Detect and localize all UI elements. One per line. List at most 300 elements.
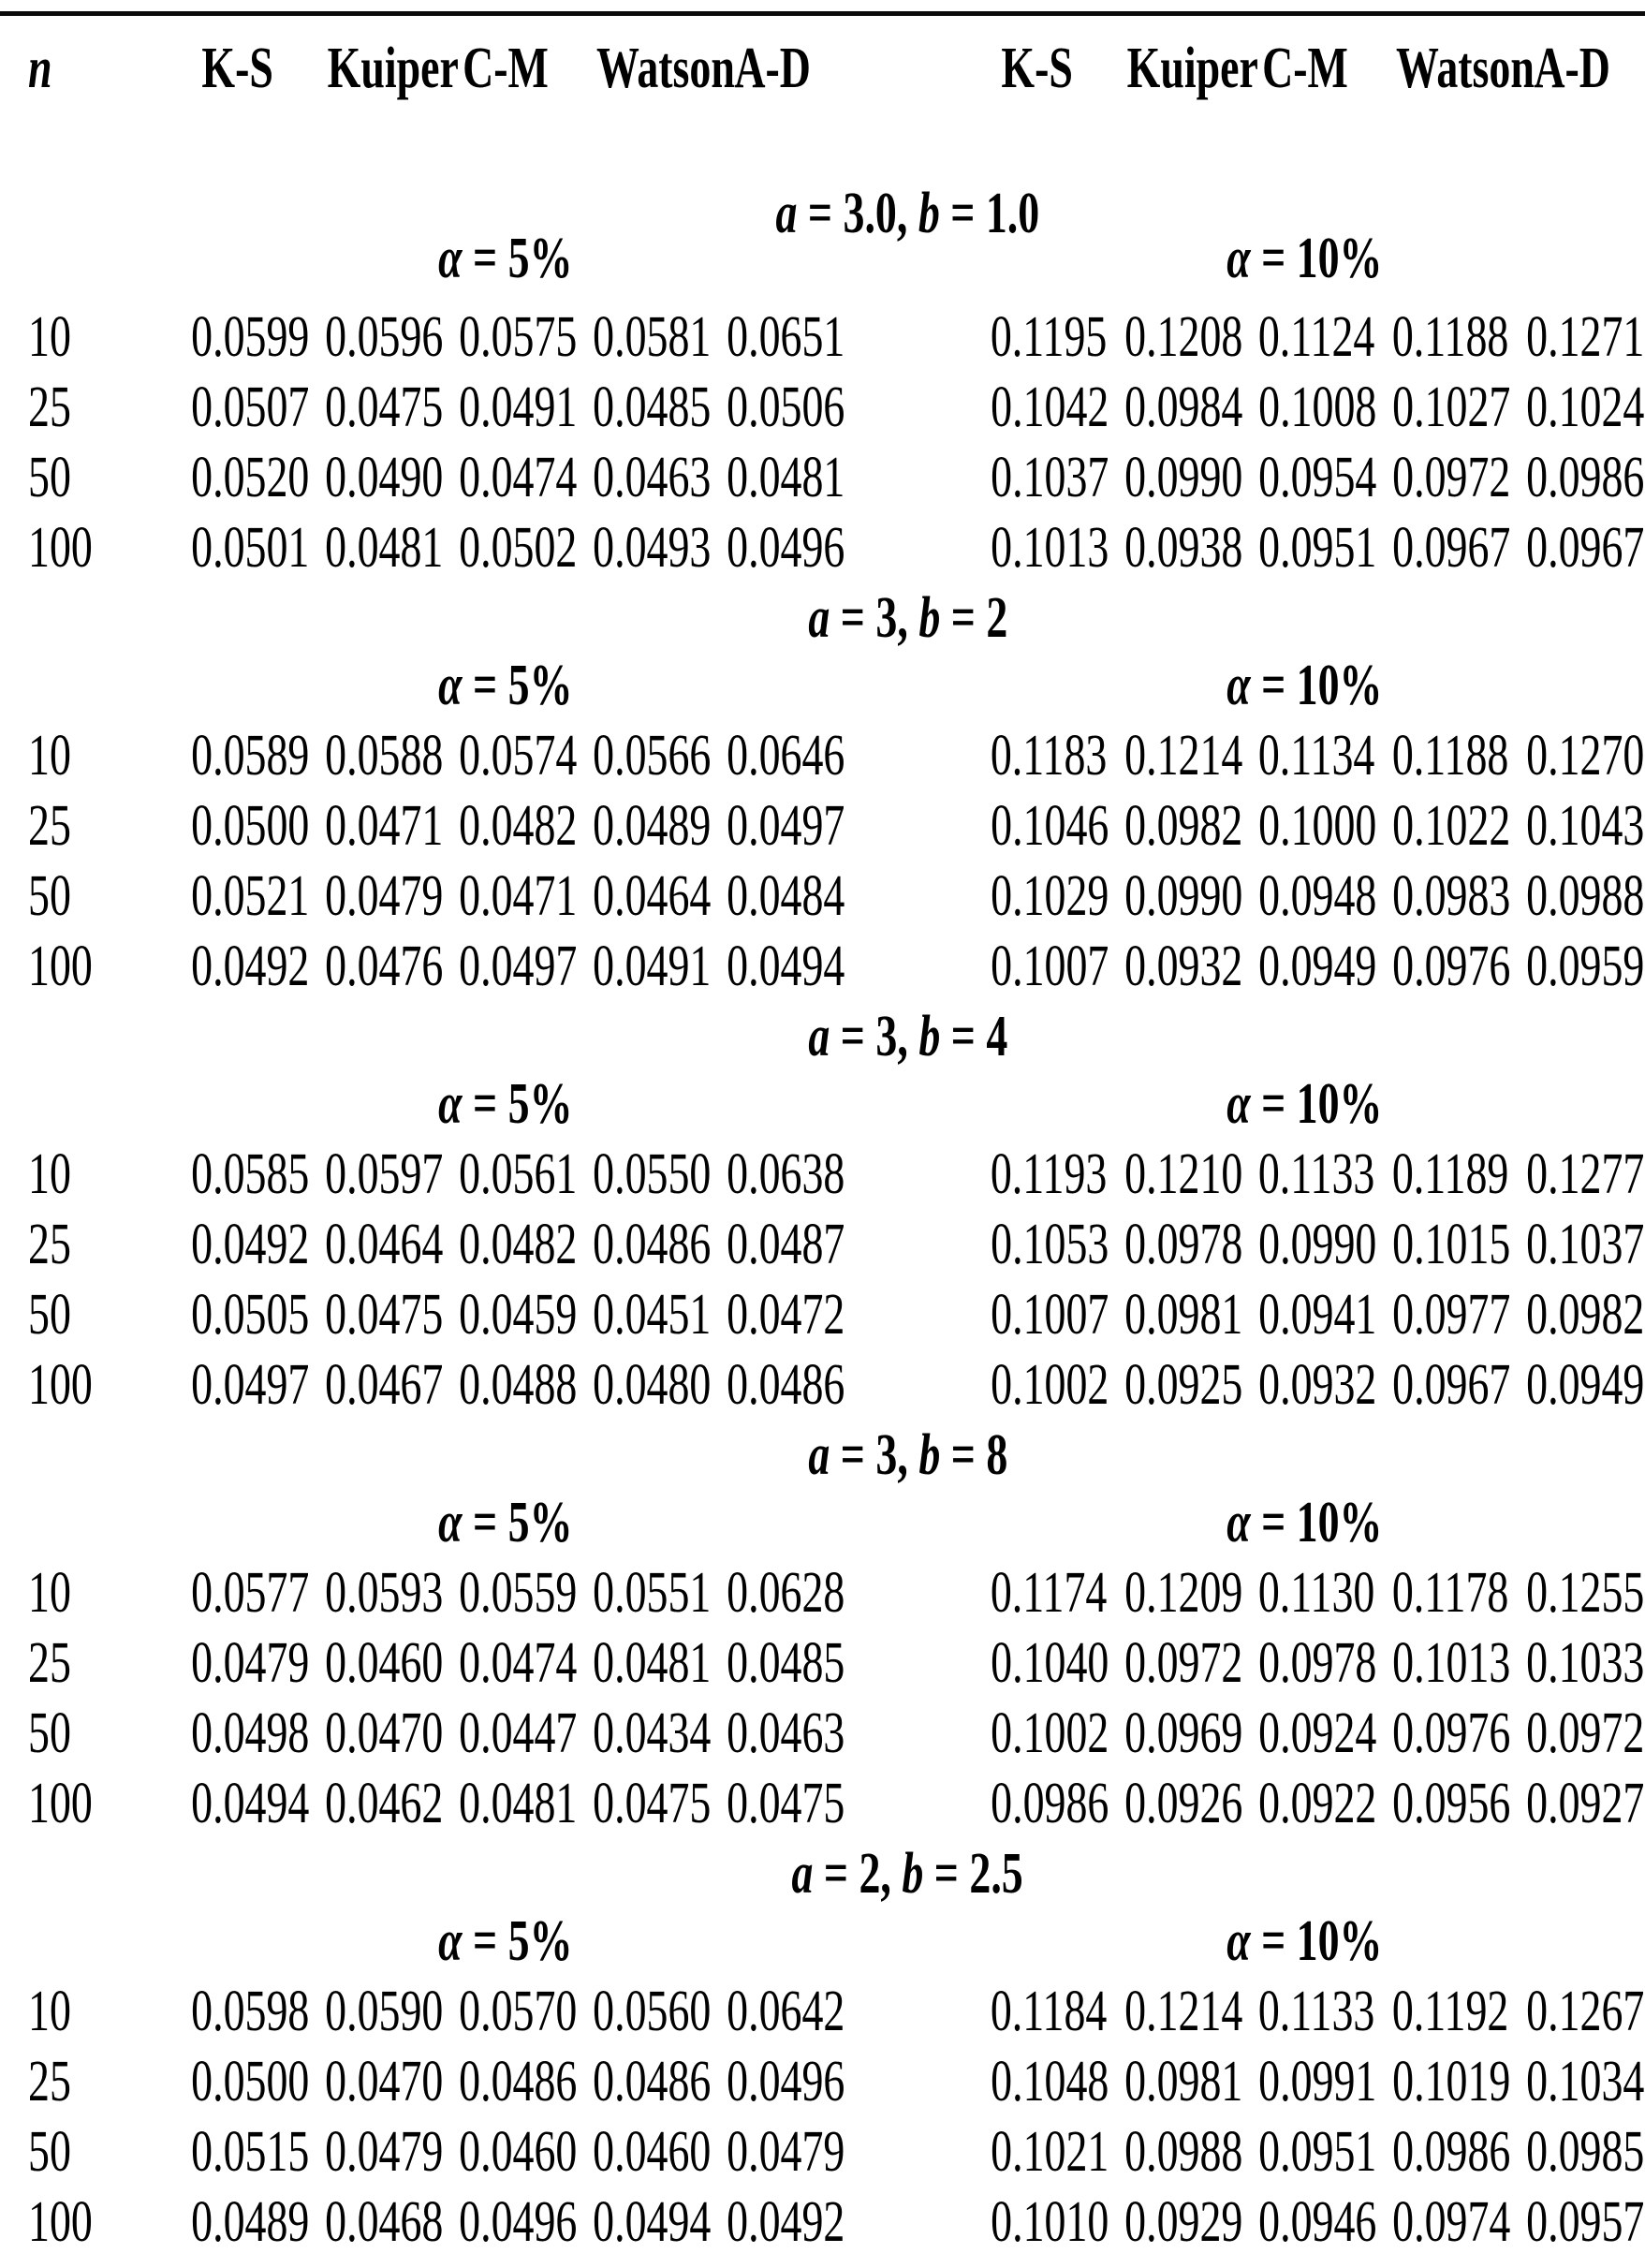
param-a-symbol: a bbox=[791, 1842, 814, 1906]
column-header-ad-right: A-D bbox=[1534, 37, 1611, 100]
alpha-symbol: α bbox=[1226, 1072, 1251, 1136]
param-b-value: = 2.5 bbox=[923, 1842, 1024, 1906]
alpha10-cm-value: 0.0951 bbox=[1258, 516, 1377, 580]
column-header-cm-left: C-M bbox=[462, 37, 549, 100]
table-top-rule bbox=[0, 11, 1645, 16]
section-rows bbox=[0, 1140, 1645, 1421]
alpha5-ks-value: 0.0577 bbox=[191, 1561, 310, 1625]
alpha5-kuiper-value: 0.0464 bbox=[325, 1213, 444, 1276]
alpha5-watson-value: 0.0486 bbox=[593, 1213, 712, 1276]
alpha5-cm-value: 0.0561 bbox=[459, 1142, 578, 1206]
alpha5-cm-value: 0.0491 bbox=[459, 376, 578, 439]
alpha-10-value: = 10% bbox=[1250, 1072, 1383, 1136]
column-header-watson-left: Watson bbox=[595, 37, 735, 100]
alpha5-kuiper-value: 0.0596 bbox=[325, 305, 444, 369]
alpha10-ad-value: 0.0927 bbox=[1526, 1772, 1645, 1835]
alpha10-kuiper-value: 0.0982 bbox=[1124, 794, 1243, 858]
alpha5-cm-value: 0.0502 bbox=[459, 516, 578, 580]
alpha5-ks-value: 0.0501 bbox=[191, 516, 310, 580]
alpha5-ad-value: 0.0472 bbox=[727, 1283, 845, 1347]
data-row bbox=[0, 1558, 1645, 1628]
alpha5-kuiper-value: 0.0470 bbox=[325, 2050, 444, 2113]
alpha10-ks-value: 0.1053 bbox=[991, 1213, 1109, 1276]
sections-container bbox=[0, 182, 1645, 2258]
section-title bbox=[170, 1005, 1645, 1068]
alpha10-kuiper-value: 0.0925 bbox=[1124, 1353, 1243, 1417]
column-header-ks-left: K-S bbox=[201, 37, 273, 100]
param-a-value: = 3, bbox=[829, 1005, 918, 1068]
param-a-symbol: a bbox=[775, 182, 798, 245]
alpha10-ad-value: 0.1271 bbox=[1526, 305, 1645, 369]
data-row bbox=[0, 791, 1645, 862]
alpha10-watson-value: 0.0976 bbox=[1392, 935, 1511, 998]
alpha5-kuiper-value: 0.0479 bbox=[325, 2120, 444, 2184]
alpha-5-label bbox=[437, 1491, 573, 1554]
alpha10-cm-value: 0.0954 bbox=[1258, 446, 1377, 509]
alpha5-ad-value: 0.0484 bbox=[727, 864, 845, 928]
alpha5-cm-value: 0.0474 bbox=[459, 1631, 578, 1695]
alpha10-ad-value: 0.1024 bbox=[1526, 376, 1645, 439]
alpha5-cm-value: 0.0559 bbox=[459, 1561, 578, 1625]
alpha-10-label bbox=[1226, 1072, 1383, 1136]
sample-size-value: 10 bbox=[28, 1561, 71, 1625]
alpha5-ad-value: 0.0642 bbox=[727, 1980, 845, 2043]
alpha10-ks-value: 0.1029 bbox=[991, 864, 1109, 928]
alpha10-watson-value: 0.1188 bbox=[1391, 305, 1509, 369]
alpha10-kuiper-value: 0.1214 bbox=[1124, 1980, 1243, 2043]
alpha5-cm-value: 0.0481 bbox=[459, 1772, 578, 1835]
alpha10-cm-value: 0.0949 bbox=[1258, 935, 1377, 998]
alpha5-cm-value: 0.0488 bbox=[459, 1353, 578, 1417]
data-row bbox=[0, 1140, 1645, 1210]
sample-size-value: 25 bbox=[28, 1213, 71, 1276]
alpha10-ad-value: 0.0957 bbox=[1526, 2190, 1645, 2254]
alpha10-kuiper-value: 0.0984 bbox=[1124, 376, 1243, 439]
alpha-5-value: = 5% bbox=[462, 1491, 573, 1554]
alpha5-cm-value: 0.0447 bbox=[459, 1701, 578, 1765]
alpha10-cm-value: 0.0951 bbox=[1258, 2120, 1377, 2184]
sample-size-value: 10 bbox=[28, 1142, 71, 1206]
alpha-symbol: α bbox=[1226, 227, 1251, 290]
alpha10-ad-value: 0.0959 bbox=[1526, 935, 1645, 998]
alpha10-ad-value: 0.1270 bbox=[1526, 724, 1645, 788]
alpha5-kuiper-value: 0.0470 bbox=[325, 1701, 444, 1765]
alpha-5-label bbox=[437, 654, 573, 717]
alpha5-kuiper-value: 0.0590 bbox=[325, 1980, 444, 2043]
column-header-n-cell bbox=[28, 36, 170, 101]
alpha10-ks-value: 0.1010 bbox=[991, 2190, 1109, 2254]
alpha10-cm-value: 0.0941 bbox=[1258, 1283, 1377, 1347]
alpha5-watson-value: 0.0475 bbox=[593, 1772, 712, 1835]
alpha10-ad-value: 0.1255 bbox=[1526, 1561, 1645, 1625]
alpha-5-label bbox=[437, 1072, 573, 1136]
data-row bbox=[0, 1280, 1645, 1350]
alpha5-watson-value: 0.0491 bbox=[593, 935, 712, 998]
alpha10-cm-value: 0.1008 bbox=[1258, 376, 1377, 439]
alpha10-cm-value: 0.0978 bbox=[1258, 1631, 1377, 1695]
alpha10-kuiper-value: 0.0972 bbox=[1124, 1631, 1243, 1695]
alpha5-watson-value: 0.0489 bbox=[593, 794, 712, 858]
alpha10-kuiper-value: 0.0990 bbox=[1124, 864, 1243, 928]
alpha5-ks-value: 0.0589 bbox=[191, 724, 310, 788]
data-row bbox=[0, 1350, 1645, 1421]
alpha5-cm-value: 0.0471 bbox=[459, 864, 578, 928]
alpha10-ad-value: 0.0986 bbox=[1526, 446, 1645, 509]
alpha-symbol: α bbox=[437, 654, 463, 717]
alpha10-kuiper-value: 0.0981 bbox=[1124, 1283, 1243, 1347]
alpha5-watson-value: 0.0581 bbox=[593, 305, 712, 369]
column-header-n: n bbox=[28, 37, 52, 100]
alpha10-ad-value: 0.1267 bbox=[1526, 1980, 1645, 2043]
alpha5-ad-value: 0.0506 bbox=[727, 376, 845, 439]
alpha-5-value: = 5% bbox=[462, 1909, 573, 1973]
alpha5-kuiper-value: 0.0588 bbox=[325, 724, 444, 788]
alpha5-ks-value: 0.0599 bbox=[191, 305, 310, 369]
data-row bbox=[0, 1977, 1645, 2047]
param-a-symbol: a bbox=[808, 1423, 830, 1487]
alpha5-watson-value: 0.0451 bbox=[593, 1283, 712, 1347]
alpha5-ad-value: 0.0486 bbox=[727, 1353, 845, 1417]
alpha5-watson-value: 0.0464 bbox=[593, 864, 712, 928]
param-a-value: = 3, bbox=[829, 1423, 918, 1487]
alpha-level-row bbox=[0, 1072, 1645, 1136]
alpha-5-label bbox=[437, 1909, 573, 1973]
alpha10-ks-value: 0.0986 bbox=[991, 1772, 1109, 1835]
alpha5-ad-value: 0.0496 bbox=[727, 516, 845, 580]
alpha10-ks-value: 0.1195 bbox=[990, 305, 1108, 369]
alpha10-kuiper-value: 0.0988 bbox=[1124, 2120, 1243, 2184]
alpha5-cm-value: 0.0486 bbox=[459, 2050, 578, 2113]
alpha10-watson-value: 0.1019 bbox=[1392, 2050, 1511, 2113]
alpha5-watson-value: 0.0460 bbox=[593, 2120, 712, 2184]
alpha10-ks-value: 0.1002 bbox=[991, 1701, 1109, 1765]
parameter-section bbox=[0, 1423, 1645, 1839]
alpha10-ad-value: 0.1043 bbox=[1526, 794, 1645, 858]
sample-size-value: 25 bbox=[28, 1631, 71, 1695]
alpha10-kuiper-value: 0.0981 bbox=[1124, 2050, 1243, 2113]
alpha5-watson-value: 0.0486 bbox=[593, 2050, 712, 2113]
param-b-symbol: b bbox=[902, 1842, 924, 1906]
alpha5-cm-value: 0.0574 bbox=[459, 724, 578, 788]
alpha5-kuiper-value: 0.0476 bbox=[325, 935, 444, 998]
alpha10-kuiper-value: 0.0929 bbox=[1124, 2190, 1243, 2254]
data-row bbox=[0, 862, 1645, 932]
column-header-kuiper-left: Kuiper bbox=[327, 37, 459, 100]
alpha10-kuiper-value: 0.0932 bbox=[1124, 935, 1243, 998]
alpha10-watson-value: 0.1027 bbox=[1392, 376, 1511, 439]
alpha10-ad-value: 0.0967 bbox=[1526, 516, 1645, 580]
alpha5-ad-value: 0.0628 bbox=[727, 1561, 845, 1625]
section-rows bbox=[0, 1558, 1645, 1839]
alpha10-ks-value: 0.1174 bbox=[990, 1561, 1108, 1625]
alpha5-cm-value: 0.0459 bbox=[459, 1283, 578, 1347]
alpha10-cm-value: 0.1000 bbox=[1258, 794, 1377, 858]
alpha10-kuiper-value: 0.0926 bbox=[1124, 1772, 1243, 1835]
alpha5-ks-value: 0.0505 bbox=[191, 1283, 310, 1347]
table-header-row bbox=[0, 36, 1645, 101]
data-row bbox=[0, 2117, 1645, 2187]
param-a-symbol: a bbox=[808, 1005, 830, 1068]
section-title bbox=[170, 1842, 1645, 1906]
alpha5-ad-value: 0.0496 bbox=[727, 2050, 845, 2113]
alpha10-ks-value: 0.1042 bbox=[991, 376, 1109, 439]
alpha-5-value: = 5% bbox=[462, 1072, 573, 1136]
alpha10-kuiper-value: 0.1210 bbox=[1124, 1142, 1243, 1206]
param-b-symbol: b bbox=[918, 182, 940, 245]
column-header-watson-right: Watson bbox=[1395, 37, 1535, 100]
alpha5-watson-value: 0.0551 bbox=[593, 1561, 712, 1625]
alpha-10-value: = 10% bbox=[1250, 654, 1383, 717]
alpha5-ad-value: 0.0479 bbox=[727, 2120, 845, 2184]
alpha5-ks-value: 0.0492 bbox=[191, 1213, 310, 1276]
section-title bbox=[170, 586, 1645, 650]
alpha-5-label bbox=[437, 227, 573, 290]
sample-size-value: 100 bbox=[28, 935, 93, 998]
alpha5-watson-value: 0.0485 bbox=[593, 376, 712, 439]
alpha-level-row bbox=[0, 654, 1645, 717]
alpha10-ad-value: 0.0982 bbox=[1526, 1283, 1645, 1347]
alpha5-watson-value: 0.0550 bbox=[593, 1142, 712, 1206]
alpha5-cm-value: 0.0460 bbox=[459, 2120, 578, 2184]
alpha-10-label bbox=[1226, 227, 1383, 290]
alpha10-ad-value: 0.0972 bbox=[1526, 1701, 1645, 1765]
sample-size-value: 50 bbox=[28, 1283, 71, 1347]
alpha10-kuiper-value: 0.0938 bbox=[1124, 516, 1243, 580]
alpha10-cm-value: 0.1130 bbox=[1257, 1561, 1375, 1625]
section-rows bbox=[0, 721, 1645, 1002]
column-header-ks-right: K-S bbox=[1001, 37, 1073, 100]
alpha5-cm-value: 0.0570 bbox=[459, 1980, 578, 2043]
alpha10-watson-value: 0.0977 bbox=[1392, 1283, 1511, 1347]
alpha10-watson-value: 0.0967 bbox=[1392, 1353, 1511, 1417]
alpha-symbol: α bbox=[437, 1491, 463, 1554]
alpha5-ks-value: 0.0492 bbox=[191, 935, 310, 998]
alpha5-ks-value: 0.0498 bbox=[191, 1701, 310, 1765]
alpha10-watson-value: 0.1178 bbox=[1391, 1561, 1509, 1625]
alpha5-watson-value: 0.0463 bbox=[593, 446, 712, 509]
alpha-symbol: α bbox=[437, 227, 463, 290]
data-row bbox=[0, 373, 1645, 443]
parameter-section bbox=[0, 1842, 1645, 2258]
alpha10-ks-value: 0.1184 bbox=[990, 1980, 1108, 2043]
alpha10-cm-value: 0.1124 bbox=[1257, 305, 1375, 369]
alpha5-ad-value: 0.0487 bbox=[727, 1213, 845, 1276]
alpha10-watson-value: 0.1015 bbox=[1392, 1213, 1511, 1276]
alpha-5-value: = 5% bbox=[462, 227, 573, 290]
alpha5-kuiper-value: 0.0467 bbox=[325, 1353, 444, 1417]
alpha10-ks-value: 0.1048 bbox=[991, 2050, 1109, 2113]
alpha10-watson-value: 0.1192 bbox=[1391, 1980, 1509, 2043]
param-b-value: = 8 bbox=[939, 1423, 1007, 1487]
alpha5-ks-value: 0.0500 bbox=[191, 2050, 310, 2113]
data-row bbox=[0, 2047, 1645, 2117]
sample-size-value: 10 bbox=[28, 305, 71, 369]
alpha-5-value: = 5% bbox=[462, 654, 573, 717]
alpha10-ad-value: 0.1034 bbox=[1526, 2050, 1645, 2113]
alpha10-cm-value: 0.0991 bbox=[1258, 2050, 1377, 2113]
alpha5-kuiper-value: 0.0490 bbox=[325, 446, 444, 509]
alpha5-watson-value: 0.0560 bbox=[593, 1980, 712, 2043]
alpha10-cm-value: 0.0922 bbox=[1258, 1772, 1377, 1835]
alpha10-kuiper-value: 0.0990 bbox=[1124, 446, 1243, 509]
alpha10-watson-value: 0.1022 bbox=[1392, 794, 1511, 858]
alpha10-watson-value: 0.1189 bbox=[1391, 1142, 1509, 1206]
alpha10-cm-value: 0.1133 bbox=[1257, 1142, 1375, 1206]
sample-size-value: 25 bbox=[28, 2050, 71, 2113]
data-row bbox=[0, 1210, 1645, 1280]
alpha10-kuiper-value: 0.1214 bbox=[1124, 724, 1243, 788]
param-b-symbol: b bbox=[918, 586, 940, 650]
alpha-10-value: = 10% bbox=[1250, 1491, 1383, 1554]
alpha5-watson-value: 0.0566 bbox=[593, 724, 712, 788]
alpha5-cm-value: 0.0474 bbox=[459, 446, 578, 509]
sample-size-value: 100 bbox=[28, 516, 93, 580]
alpha5-cm-value: 0.0482 bbox=[459, 1213, 578, 1276]
parameter-section bbox=[0, 586, 1645, 1002]
alpha5-ks-value: 0.0520 bbox=[191, 446, 310, 509]
alpha10-watson-value: 0.0974 bbox=[1392, 2190, 1511, 2254]
alpha5-watson-value: 0.0434 bbox=[593, 1701, 712, 1765]
section-title bbox=[170, 1423, 1645, 1487]
alpha10-ad-value: 0.0988 bbox=[1526, 864, 1645, 928]
alpha10-watson-value: 0.0967 bbox=[1392, 516, 1511, 580]
alpha10-ad-value: 0.0949 bbox=[1526, 1353, 1645, 1417]
alpha5-kuiper-value: 0.0460 bbox=[325, 1631, 444, 1695]
alpha10-watson-value: 0.1013 bbox=[1392, 1631, 1511, 1695]
data-row bbox=[0, 302, 1645, 373]
parameter-section bbox=[0, 182, 1645, 583]
sample-size-value: 50 bbox=[28, 864, 71, 928]
section-rows bbox=[0, 302, 1645, 583]
alpha10-cm-value: 0.0946 bbox=[1258, 2190, 1377, 2254]
alpha5-ks-value: 0.0515 bbox=[191, 2120, 310, 2184]
alpha10-ad-value: 0.1277 bbox=[1526, 1142, 1645, 1206]
alpha5-ad-value: 0.0463 bbox=[727, 1701, 845, 1765]
alpha5-ks-value: 0.0585 bbox=[191, 1142, 310, 1206]
column-header-cm-right: C-M bbox=[1261, 37, 1348, 100]
alpha10-cm-value: 0.1134 bbox=[1257, 724, 1375, 788]
alpha5-ks-value: 0.0479 bbox=[191, 1631, 310, 1695]
sample-size-value: 100 bbox=[28, 1353, 93, 1417]
section-title bbox=[170, 182, 1645, 245]
alpha10-ks-value: 0.1007 bbox=[991, 935, 1109, 998]
alpha5-ks-value: 0.0494 bbox=[191, 1772, 310, 1835]
data-row bbox=[0, 1699, 1645, 1769]
alpha5-kuiper-value: 0.0475 bbox=[325, 376, 444, 439]
alpha5-kuiper-value: 0.0468 bbox=[325, 2190, 444, 2254]
alpha5-kuiper-value: 0.0471 bbox=[325, 794, 444, 858]
alpha5-cm-value: 0.0482 bbox=[459, 794, 578, 858]
data-row bbox=[0, 721, 1645, 791]
param-b-symbol: b bbox=[918, 1005, 940, 1068]
alpha5-ks-value: 0.0507 bbox=[191, 376, 310, 439]
alpha-symbol: α bbox=[437, 1072, 463, 1136]
alpha5-ad-value: 0.0497 bbox=[727, 794, 845, 858]
param-a-value: = 3.0, bbox=[797, 182, 918, 245]
alpha5-ad-value: 0.0494 bbox=[727, 935, 845, 998]
alpha-symbol: α bbox=[1226, 1491, 1251, 1554]
alpha5-kuiper-value: 0.0593 bbox=[325, 1561, 444, 1625]
alpha5-watson-value: 0.0493 bbox=[593, 516, 712, 580]
alpha5-ad-value: 0.0492 bbox=[727, 2190, 845, 2254]
alpha5-ks-value: 0.0497 bbox=[191, 1353, 310, 1417]
alpha5-kuiper-value: 0.0597 bbox=[325, 1142, 444, 1206]
alpha5-ad-value: 0.0481 bbox=[727, 446, 845, 509]
alpha10-ks-value: 0.1183 bbox=[990, 724, 1108, 788]
alpha5-ad-value: 0.0485 bbox=[727, 1631, 845, 1695]
alpha-10-label bbox=[1226, 654, 1383, 717]
param-a-symbol: a bbox=[808, 586, 830, 650]
alpha-10-label bbox=[1226, 1909, 1383, 1973]
alpha10-kuiper-value: 0.1209 bbox=[1124, 1561, 1243, 1625]
param-b-value: = 2 bbox=[939, 586, 1007, 650]
param-b-symbol: b bbox=[918, 1423, 940, 1487]
alpha5-ks-value: 0.0521 bbox=[191, 864, 310, 928]
column-header-ad-left: A-D bbox=[734, 37, 812, 100]
section-rows bbox=[0, 1977, 1645, 2258]
alpha10-watson-value: 0.0983 bbox=[1392, 864, 1511, 928]
alpha5-ks-value: 0.0598 bbox=[191, 1980, 310, 2043]
alpha10-cm-value: 0.1133 bbox=[1257, 1980, 1375, 2043]
data-row bbox=[0, 1628, 1645, 1699]
alpha5-watson-value: 0.0481 bbox=[593, 1631, 712, 1695]
alpha-10-label bbox=[1226, 1491, 1383, 1554]
param-b-value: = 1.0 bbox=[939, 182, 1040, 245]
alpha5-cm-value: 0.0575 bbox=[459, 305, 578, 369]
sample-size-value: 10 bbox=[28, 1980, 71, 2043]
alpha10-ad-value: 0.1033 bbox=[1526, 1631, 1645, 1695]
alpha10-cm-value: 0.0990 bbox=[1258, 1213, 1377, 1276]
sample-size-value: 25 bbox=[28, 376, 71, 439]
alpha-10-value: = 10% bbox=[1250, 227, 1383, 290]
alpha5-cm-value: 0.0497 bbox=[459, 935, 578, 998]
alpha5-ad-value: 0.0475 bbox=[727, 1772, 845, 1835]
parameter-section bbox=[0, 1005, 1645, 1421]
alpha5-kuiper-value: 0.0479 bbox=[325, 864, 444, 928]
alpha5-ks-value: 0.0489 bbox=[191, 2190, 310, 2254]
sample-size-value: 100 bbox=[28, 1772, 93, 1835]
alpha-10-value: = 10% bbox=[1250, 1909, 1383, 1973]
sample-size-value: 10 bbox=[28, 724, 71, 788]
alpha10-ks-value: 0.1013 bbox=[991, 516, 1109, 580]
alpha-symbol: α bbox=[437, 1909, 463, 1973]
sample-size-value: 50 bbox=[28, 446, 71, 509]
param-b-value: = 4 bbox=[939, 1005, 1007, 1068]
alpha-level-row bbox=[0, 1909, 1645, 1973]
alpha5-kuiper-value: 0.0475 bbox=[325, 1283, 444, 1347]
alpha5-ks-value: 0.0500 bbox=[191, 794, 310, 858]
alpha-symbol: α bbox=[1226, 1909, 1251, 1973]
alpha10-watson-value: 0.0986 bbox=[1392, 2120, 1511, 2184]
column-header-kuiper-right: Kuiper bbox=[1126, 37, 1258, 100]
alpha10-kuiper-value: 0.1208 bbox=[1124, 305, 1243, 369]
sample-size-value: 100 bbox=[28, 2190, 93, 2254]
alpha5-ad-value: 0.0638 bbox=[727, 1142, 845, 1206]
alpha10-ks-value: 0.1037 bbox=[991, 446, 1109, 509]
alpha10-ks-value: 0.1193 bbox=[990, 1142, 1108, 1206]
alpha10-ks-value: 0.1021 bbox=[991, 2120, 1109, 2184]
data-row bbox=[0, 513, 1645, 583]
alpha5-kuiper-value: 0.0481 bbox=[325, 516, 444, 580]
alpha5-watson-value: 0.0494 bbox=[593, 2190, 712, 2254]
alpha10-ks-value: 0.1046 bbox=[991, 794, 1109, 858]
sample-size-value: 25 bbox=[28, 794, 71, 858]
alpha10-ks-value: 0.1002 bbox=[991, 1353, 1109, 1417]
alpha10-watson-value: 0.0976 bbox=[1392, 1701, 1511, 1765]
sample-size-value: 50 bbox=[28, 2120, 71, 2184]
alpha10-ks-value: 0.1040 bbox=[991, 1631, 1109, 1695]
data-row bbox=[0, 2187, 1645, 2258]
